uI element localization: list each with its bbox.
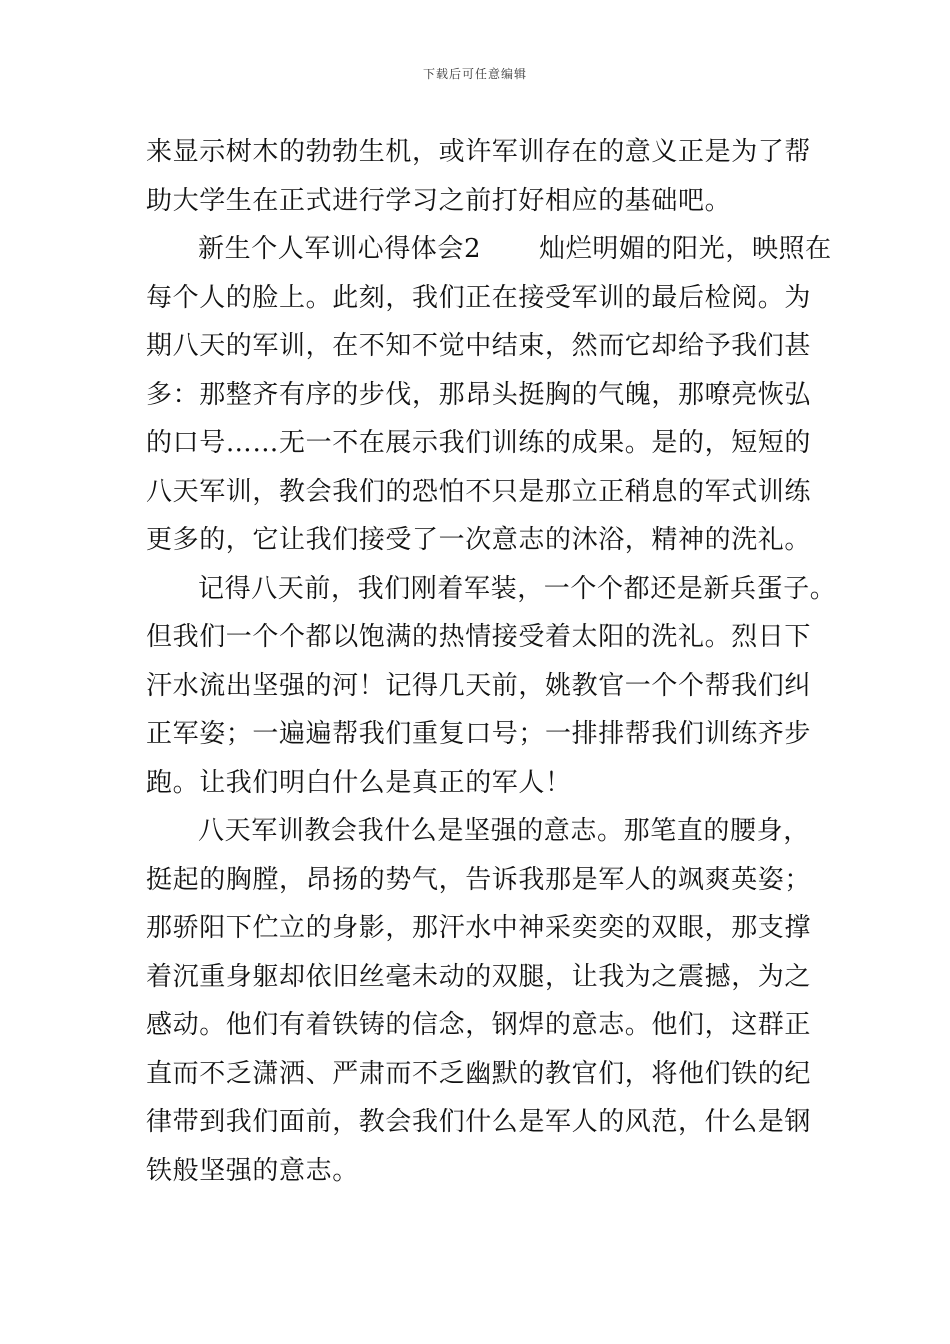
text-line: 助大学生在正式进行学习之前打好相应的基础吧。 xyxy=(146,185,732,216)
text-line: 铁般坚强的意志。 xyxy=(146,1155,359,1186)
text-line: 记得八天前，我们刚着军装，一个个都还是新兵蛋子。 xyxy=(198,573,837,604)
text-line: 多：那整齐有序的步伐，那昂头挺胸的气魄，那嘹亮恢弘 xyxy=(146,379,812,410)
text-line: 感动。他们有着铁铸的信念，钢焊的意志。他们，这群正 xyxy=(146,1010,812,1040)
text-line: 汗水流出坚强的河！记得几天前，姚教官一个个帮我们纠 xyxy=(146,670,812,701)
text-line: 每个人的脸上。此刻，我们正在接受军训的最后检阅。为 xyxy=(146,282,812,313)
paragraph xyxy=(146,565,837,808)
text-line: 正军姿；一遍遍帮我们重复口号；一排排帮我们训练齐步 xyxy=(146,719,812,749)
text-line: 跑。让我们明白什么是真正的军人！ xyxy=(146,767,572,798)
text-line: 直而不乏潇洒、严肃而不乏幽默的教官们，将他们铁的纪 xyxy=(146,1058,812,1089)
text-line: 着沉重身躯却依旧丝毫未动的双腿，让我为之震撼，为之 xyxy=(146,961,812,992)
text-line: 更多的，它让我们接受了一次意志的沐浴，精神的洗礼。 xyxy=(146,525,812,555)
document-body xyxy=(146,128,837,1195)
text-line: 那骄阳下伫立的身影，那汗水中神采奕奕的双眼，那支撑 xyxy=(146,913,812,943)
text-line: 但我们一个个都以饱满的热情接受着太阳的洗礼。烈日下 xyxy=(146,622,812,652)
text-line: 律带到我们面前，教会我们什么是军人的风范，什么是钢 xyxy=(146,1107,812,1137)
paragraph xyxy=(146,128,816,225)
paragraph xyxy=(146,225,832,565)
text-line: 来显示树木的勃勃生机，或许军训存在的意义正是为了帮 xyxy=(146,137,812,167)
text-line: 挺起的胸膛，昂扬的势气，告诉我那是军人的飒爽英姿； xyxy=(146,864,812,895)
text-fragment: 灿烂明媚的阳光，映照在 xyxy=(539,234,832,264)
text-line: 的口号……无一不在展示我们训练的成果。是的，短短的 xyxy=(146,428,812,458)
text-line: 八天军训教会我什么是坚强的意志。那笔直的腰身， xyxy=(198,816,810,846)
text-line: 八天军训，教会我们的恐怕不只是那立正稍息的军式训练 xyxy=(146,476,812,507)
section-heading: 新生个人军训心得体会2 xyxy=(198,234,482,264)
text-line: 期八天的军训，在不知不觉中结束，然而它却给予我们甚 xyxy=(146,331,812,361)
paragraph xyxy=(146,807,816,1195)
page-header: 下载后可任意编辑 xyxy=(422,67,527,81)
text-line xyxy=(146,225,832,274)
